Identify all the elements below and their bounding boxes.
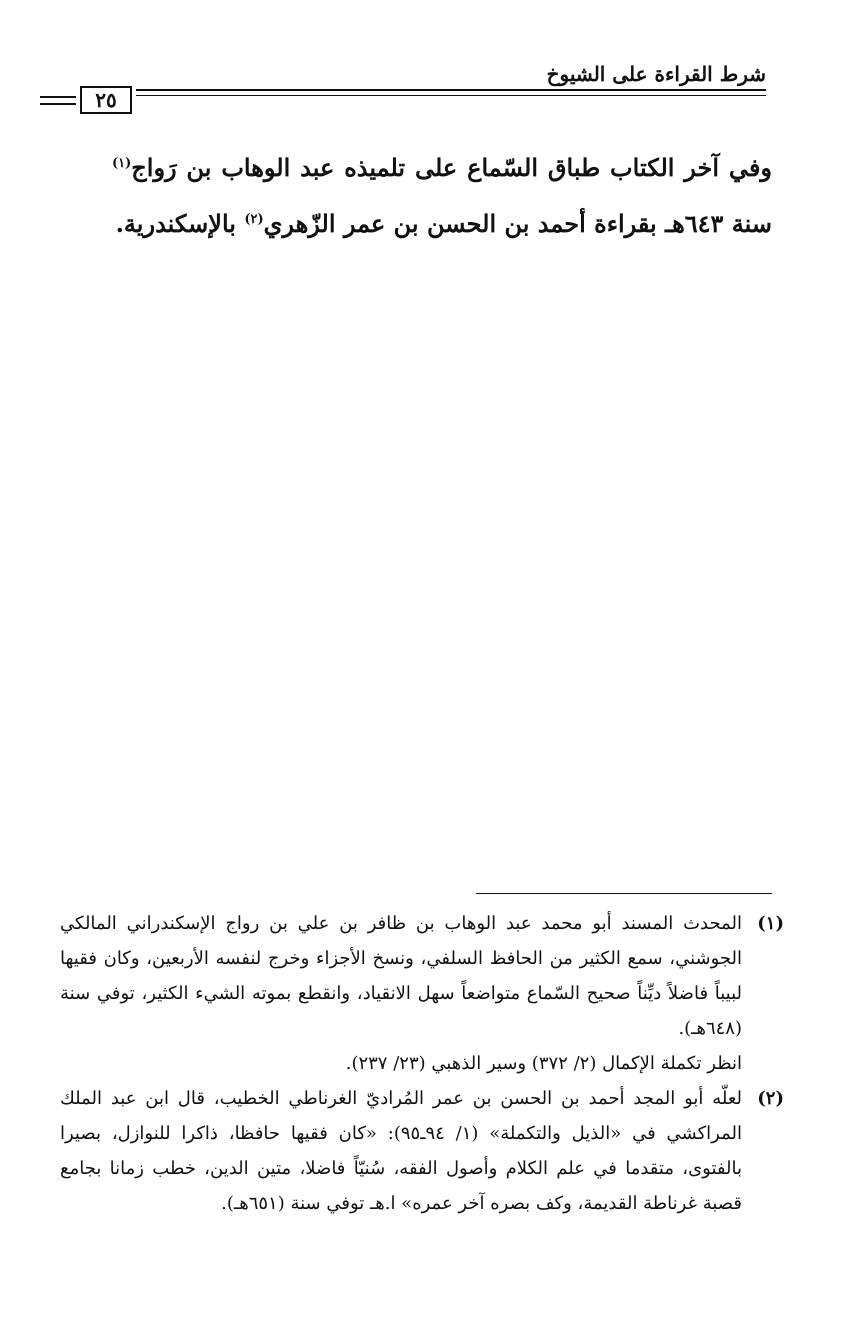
footnote-2 [60,1081,784,1221]
footnote-text: لعلّه أبو المجد أحمد بن الحسن بن عمر المُراديّ الغرناطي الخطيب، قال ابن عبد الملك المراكشي في «الذيل والتكملة» (١/ ٩٤ـ٩٥): «كان فقيها حافظا، ذاكرا للنوازل، بصيرا بالفتوى، متقدما في علم الكلام وأصول الفقه، سُنيّاً فاضلا، متين الدين، خطب زمانا بجامع قصبة غرناطة القديمة، وكف بصره آخر عمره» ا.هـ توفي سنة (٦٥١هـ). [60,1088,742,1214]
running-title: شرط القراءة على الشيوخ [546,62,766,86]
footnote-ref-2[interactable]: (٢) [244,212,264,227]
header-rule-left-bottom [40,103,76,105]
page-number: ٢٥ [80,86,132,114]
paragraph-mid: سنة ٦٤٣هـ بقراءة أحمد بن الحسن بن عمر الزّهري [263,209,772,238]
paragraph-start: وفي آخر الكتاب طباق السّماع على تلميذه عبد الوهاب بن رَواج [131,153,773,182]
footnote-number: (١) [757,913,784,934]
footnote-reference: انظر تكملة الإكمال (٢/ ٣٧٢) وسير الذهبي (٢٣/ ٢٣٧). [345,1053,742,1074]
footnotes [60,906,784,1221]
footnote-ref-1[interactable]: (١) [112,156,132,171]
footnote-separator [476,893,772,894]
footnote-1 [60,906,784,1081]
footnote-number: (٢) [757,1088,784,1109]
page-header [40,58,766,118]
header-rule-left-top [40,96,76,98]
paragraph-end: بالإسكندرية. [115,209,245,238]
main-paragraph [112,140,772,252]
header-rule-right-bottom [136,95,766,96]
footnote-text: المحدث المسند أبو محمد عبد الوهاب بن ظافر بن علي بن رواج الإسكندراني المالكي الجوشني، سمع الكثير من الحافظ السلفي، ونسخ الأجزاء وخرج لنفسه الأربعين، وكان فقيها لبيباً فاضلاً ديِّناً صحيح السّماع متواضعاً سهل الانقياد، وانقطع بموته الشيء الكثير، توفي سنة (٦٤٨هـ). [60,913,742,1039]
header-rule-right-top [136,89,766,91]
